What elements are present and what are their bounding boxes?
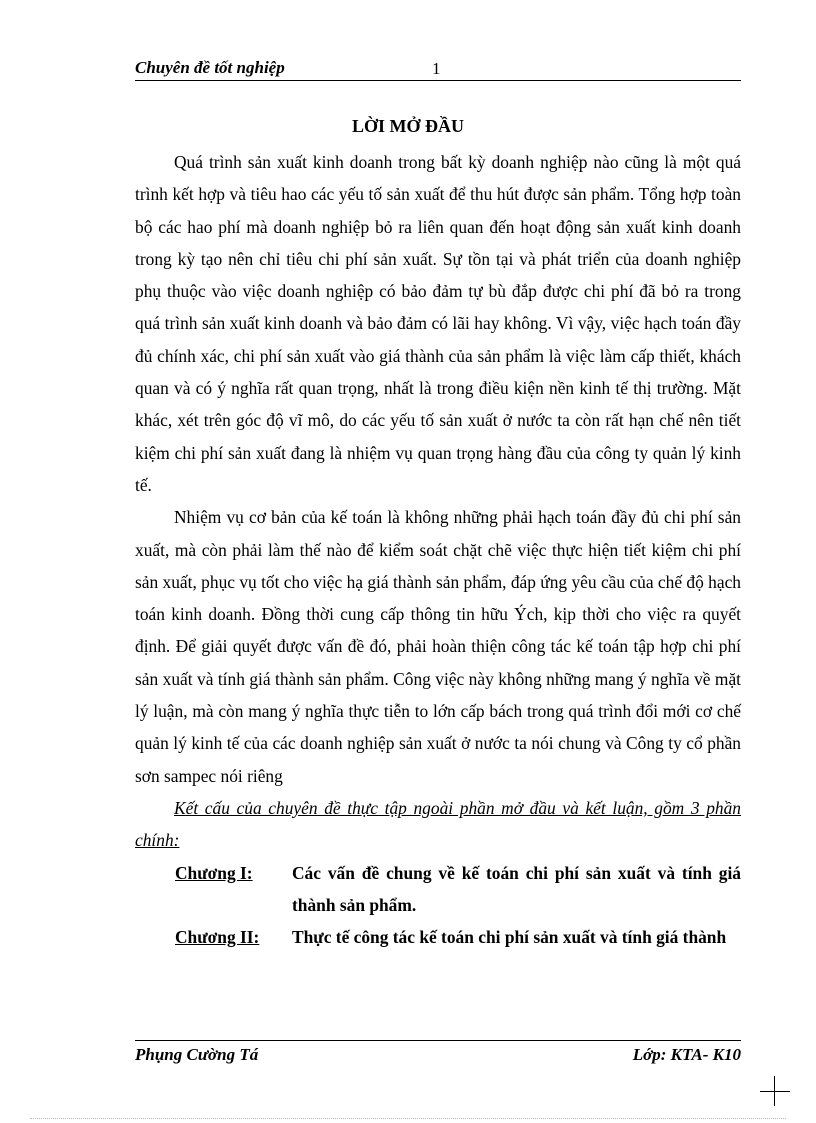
chapter-1 bbox=[135, 857, 741, 922]
footer-class: Lớp: KTA- K10 bbox=[632, 1045, 741, 1064]
paragraph-2: Nhiệm vụ cơ bản của kế toán là không những phải hạch toán đầy đủ chi phí sản xuất, mà còn phải làm thế nào để kiểm soát chặt chẽ việc thực hiện tiết kiệm chi phí sản xuất, phục vụ tốt cho việc hạ giá thành sản phẩm, đáp ứng yêu cầu của chế độ hạch toán kinh doanh. Đồng thời cung cấp thông tin hữu Ých, kịp thời cho việc ra quyết định. Để giải quyết được vấn đề đó, phải hoàn thiện công tác kế toán tập hợp chi phí sản xuất và tính giá thành sản phẩm. Công việc này không những mang ý nghĩa về mặt lý luận, mà còn mang ý nghĩa thực tiễn to lớn cấp bách trong quá trình đổi mới cơ chế quản lý kinh tế của các doanh nghiệp sản xuất ở nước ta nói chung và Công ty cổ phần sơn sampec nói riêng bbox=[135, 507, 741, 786]
chapter-2 bbox=[135, 921, 741, 953]
chapter-1-label: Chương I: bbox=[175, 862, 253, 883]
chapter-1-title: Các vấn đề chung về kế toán chi phí sản xuất và tính giá thành sản phẩm. bbox=[292, 862, 741, 915]
page-number: 1 bbox=[432, 59, 441, 78]
footer-author: Phụng Cường Tá bbox=[135, 1045, 259, 1064]
page-footer bbox=[135, 1040, 741, 1071]
chapter-2-title: Thực tế công tác kế toán chi phí sản xuất và tính giá thành bbox=[292, 927, 727, 948]
body-text bbox=[135, 146, 741, 953]
header-title: Chuyên đề tốt nghiệp bbox=[135, 58, 285, 77]
structure-intro: Kết cấu của chuyên đề thực tập ngoài phần mở đầu và kết luận, gồm 3 phần chính: bbox=[135, 797, 741, 851]
page-header bbox=[135, 58, 741, 81]
page-edge-divider bbox=[30, 1118, 786, 1119]
paragraph-1: Quá trình sản xuất kinh doanh trong bất kỳ doanh nghiệp nào cũng là một quá trình kết hợp và tiêu hao các yếu tố sản xuất để thu hút được sản phẩm. Tổng hợp toàn bộ các hao phí mà doanh nghiệp bỏ ra liên quan đến hoạt động sản xuất kinh doanh trong kỳ tạo nên chỉ tiêu chi phí sản xuất. Sự tồn tại và phát triển của doanh nghiệp phụ thuộc vào việc doanh nghiệp có bảo đảm tự bù đắp được chi phí đã bỏ ra trong quá trình sản xuất kinh doanh và bảo đảm có lãi hay không. Vì vậy, việc hạch toán đầy đủ chính xác, chi phí sản xuất vào giá thành của sản phẩm là việc làm cấp thiết, khách quan và có ý nghĩa rất quan trọng, nhất là trong điều kiện nền kinh tế thị trường. Mặt khác, xét trên góc độ vĩ mô, do các yếu tố sản xuất ở nước ta còn rất hạn chế nên tiết kiệm chi phí sản xuất đang là nhiệm vụ quan trọng hàng đầu của công ty quản lý kinh tế. bbox=[135, 152, 741, 495]
section-title: LỜI MỞ ĐẦU bbox=[352, 116, 464, 136]
crop-mark-horizontal bbox=[760, 1091, 790, 1092]
chapter-2-label: Chương II: bbox=[175, 927, 260, 948]
